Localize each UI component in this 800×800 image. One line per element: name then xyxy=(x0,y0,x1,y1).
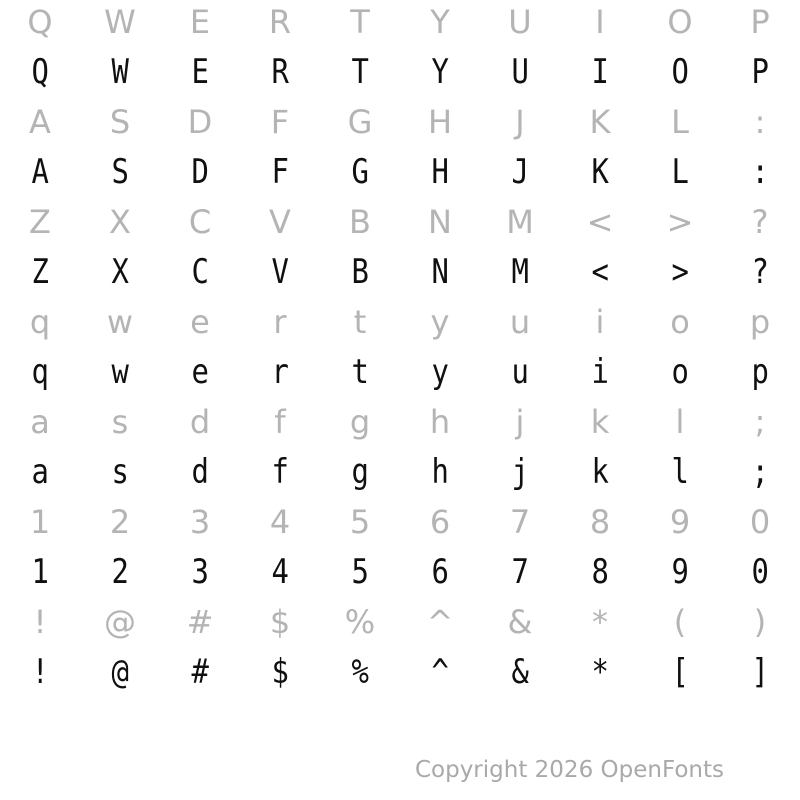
glyph-cell: ! xyxy=(31,652,49,692)
glyph-cell: @ xyxy=(104,603,136,641)
glyph-cell: F xyxy=(271,152,289,192)
glyph-cell: L xyxy=(671,103,689,141)
glyph-row-reference-10 xyxy=(0,497,800,547)
glyph-cell: 4 xyxy=(269,503,291,541)
glyph-row-specimen-3 xyxy=(0,147,800,197)
glyph-cell: : xyxy=(754,103,766,141)
glyph-row-specimen-11 xyxy=(0,547,800,597)
glyph-cell: s xyxy=(111,403,129,441)
glyph-cell: q xyxy=(31,352,49,392)
glyph-cell: 2 xyxy=(111,552,129,592)
glyph-cell: 3 xyxy=(191,552,209,592)
glyph-cell: e xyxy=(191,352,209,392)
glyph-cell: 9 xyxy=(671,552,689,592)
glyph-cell: 2 xyxy=(109,503,131,541)
glyph-cell: F xyxy=(270,103,290,141)
glyph-row-reference-0 xyxy=(0,0,800,47)
glyph-cell: K xyxy=(589,103,611,141)
glyph-cell: < xyxy=(586,203,614,241)
glyph-cell: 7 xyxy=(509,503,531,541)
glyph-cell: ? xyxy=(751,252,769,292)
glyph-cell: Z xyxy=(29,203,51,241)
glyph-cell: R xyxy=(268,3,292,41)
glyph-cell: G xyxy=(347,103,373,141)
glyph-cell: o xyxy=(671,352,689,392)
glyph-cell: l xyxy=(675,403,685,441)
glyph-cell: > xyxy=(666,203,694,241)
glyph-cell: U xyxy=(511,52,529,92)
glyph-cell: 1 xyxy=(29,503,51,541)
glyph-row-specimen-7 xyxy=(0,347,800,397)
glyph-cell: u xyxy=(511,352,529,392)
glyph-cell: W xyxy=(111,52,129,92)
glyph-cell: L xyxy=(671,152,689,192)
glyph-cell: j xyxy=(515,403,525,441)
glyph-cell: B xyxy=(351,252,369,292)
glyph-row-reference-12 xyxy=(0,597,800,647)
glyph-cell: ^ xyxy=(431,652,449,692)
glyph-cell: O xyxy=(671,52,689,92)
glyph-cell: p xyxy=(749,303,771,341)
glyph-cell: E xyxy=(191,52,209,92)
glyph-cell: I xyxy=(591,52,609,92)
glyph-cell: > xyxy=(671,252,689,292)
copyright-text: Copyright 2026 OpenFonts xyxy=(414,757,724,783)
glyph-cell: M xyxy=(506,203,534,241)
glyph-cell: ) xyxy=(753,603,767,641)
glyph-cell: h xyxy=(429,403,451,441)
glyph-cell: V xyxy=(269,203,291,241)
glyph-cell: D xyxy=(191,152,209,192)
glyph-row-specimen-5 xyxy=(0,247,800,297)
glyph-row-reference-8 xyxy=(0,397,800,447)
glyph-cell: # xyxy=(191,652,209,692)
glyph-cell: $ xyxy=(269,603,291,641)
glyph-cell: 8 xyxy=(589,503,611,541)
glyph-cell: # xyxy=(186,603,214,641)
glyph-cell: * xyxy=(592,603,608,641)
glyph-cell: P xyxy=(751,52,769,92)
glyph-cell: a xyxy=(30,403,50,441)
glyph-cell: ^ xyxy=(426,603,454,641)
glyph-cell: 6 xyxy=(429,503,451,541)
glyph-cell: < xyxy=(591,252,609,292)
glyph-cell: @ xyxy=(111,652,129,692)
glyph-cell: 1 xyxy=(31,552,49,592)
glyph-cell: B xyxy=(349,203,371,241)
glyph-cell: A xyxy=(29,103,51,141)
glyph-cell: 6 xyxy=(431,552,449,592)
glyph-cell: % xyxy=(351,652,369,692)
glyph-cell: H xyxy=(431,152,449,192)
glyph-row-specimen-13 xyxy=(0,647,800,697)
glyph-cell: r xyxy=(273,303,287,341)
glyph-cell: q xyxy=(29,303,51,341)
glyph-cell: j xyxy=(511,452,529,492)
glyph-cell: y xyxy=(431,352,449,392)
glyph-cell: l xyxy=(671,452,689,492)
glyph-cell: Z xyxy=(31,252,49,292)
glyph-cell: k xyxy=(591,452,609,492)
glyph-cell: Q xyxy=(31,52,49,92)
glyph-cell: S xyxy=(111,152,129,192)
glyph-row-specimen-9 xyxy=(0,447,800,497)
glyph-cell: E xyxy=(189,3,211,41)
glyph-cell: G xyxy=(351,152,369,192)
glyph-cell: 8 xyxy=(591,552,609,592)
glyph-cell: 4 xyxy=(271,552,289,592)
glyph-cell: O xyxy=(667,3,693,41)
glyph-cell: N xyxy=(431,252,449,292)
glyph-cell: ? xyxy=(751,203,769,241)
glyph-cell: M xyxy=(511,252,529,292)
glyph-cell: y xyxy=(430,303,450,341)
glyph-cell: 5 xyxy=(351,552,369,592)
glyph-cell: t xyxy=(351,352,369,392)
glyph-cell: P xyxy=(750,3,770,41)
glyph-cell: i xyxy=(595,303,605,341)
glyph-row-reference-4 xyxy=(0,197,800,247)
glyph-row-specimen-1 xyxy=(0,47,800,97)
glyph-cell: 0 xyxy=(749,503,771,541)
glyph-cell: R xyxy=(271,52,289,92)
glyph-cell: N xyxy=(428,203,452,241)
glyph-cell: J xyxy=(515,103,525,141)
glyph-cell: o xyxy=(670,303,690,341)
glyph-cell: f xyxy=(271,452,289,492)
glyph-cell: A xyxy=(31,152,49,192)
glyph-cell: ] xyxy=(751,652,769,692)
glyph-cell: 9 xyxy=(669,503,691,541)
glyph-cell: g xyxy=(349,403,371,441)
glyph-cell: u xyxy=(509,303,531,341)
glyph-cell: J xyxy=(511,152,529,192)
glyph-cell: & xyxy=(511,652,529,692)
glyph-row-reference-2 xyxy=(0,97,800,147)
glyph-cell: T xyxy=(351,52,369,92)
glyph-cell: ! xyxy=(33,603,47,641)
glyph-cell: W xyxy=(104,3,136,41)
glyph-cell: [ xyxy=(671,652,689,692)
glyph-cell: I xyxy=(595,3,605,41)
glyph-cell: ; xyxy=(751,452,769,492)
glyph-cell: f xyxy=(274,403,286,441)
glyph-cell: Y xyxy=(431,52,449,92)
glyph-cell: h xyxy=(431,452,449,492)
glyph-cell: % xyxy=(344,603,376,641)
glyph-cell: s xyxy=(111,452,129,492)
glyph-cell: 5 xyxy=(349,503,371,541)
glyph-cell: C xyxy=(191,252,209,292)
glyph-cell: k xyxy=(590,403,610,441)
glyph-cell: ( xyxy=(673,603,687,641)
glyph-cell: : xyxy=(751,152,769,192)
glyph-cell: K xyxy=(591,152,609,192)
glyph-cell: 7 xyxy=(511,552,529,592)
glyph-cell: H xyxy=(427,103,453,141)
glyph-cell: Q xyxy=(27,3,53,41)
glyph-cell: U xyxy=(508,3,532,41)
glyph-cell: X xyxy=(111,252,129,292)
glyph-row-reference-6 xyxy=(0,297,800,347)
glyph-cell: X xyxy=(109,203,131,241)
glyph-cell: D xyxy=(187,103,213,141)
glyph-cell: 0 xyxy=(751,552,769,592)
glyph-cell: C xyxy=(188,203,212,241)
glyph-cell: 3 xyxy=(189,503,211,541)
glyph-cell: Y xyxy=(430,3,450,41)
glyph-cell: g xyxy=(351,452,369,492)
glyph-cell: & xyxy=(507,603,533,641)
glyph-cell: S xyxy=(109,103,131,141)
glyph-cell: w xyxy=(106,303,134,341)
glyph-cell: w xyxy=(111,352,129,392)
glyph-cell: r xyxy=(271,352,289,392)
glyph-cell: T xyxy=(350,3,370,41)
glyph-cell: p xyxy=(751,352,769,392)
glyph-cell: t xyxy=(353,303,367,341)
glyph-cell: e xyxy=(190,303,210,341)
glyph-cell: * xyxy=(591,652,609,692)
glyph-cell: V xyxy=(271,252,289,292)
glyph-cell: i xyxy=(591,352,609,392)
glyph-cell: d xyxy=(191,452,209,492)
glyph-cell: d xyxy=(189,403,211,441)
glyph-cell: $ xyxy=(271,652,289,692)
glyph-cell: a xyxy=(31,452,49,492)
glyph-cell: ; xyxy=(754,403,766,441)
